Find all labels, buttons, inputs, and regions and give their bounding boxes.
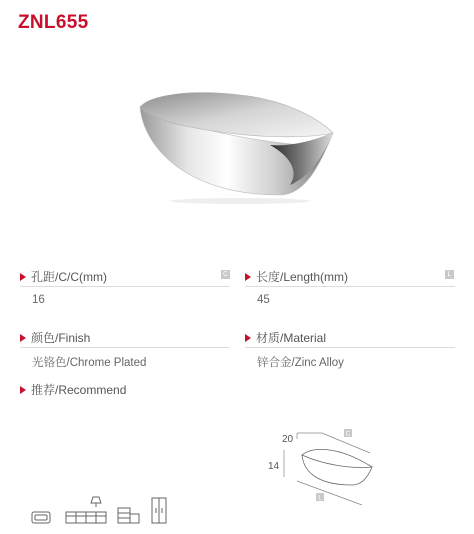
- cc-label: 孔距/C/C(mm): [20, 268, 107, 285]
- divider: [20, 347, 230, 348]
- cc-value: 16: [32, 294, 45, 306]
- material-label: 材质/Material: [245, 329, 326, 346]
- product-code-title: ZNL655: [18, 12, 89, 33]
- kitchen-cabinet-icon: [66, 497, 106, 523]
- bullet-arrow-icon: [20, 386, 26, 394]
- tv-cabinet-icon: [32, 512, 50, 523]
- recommend-label: 推荐/Recommend: [20, 381, 126, 398]
- dim-left-label: 14: [268, 461, 280, 472]
- wardrobe-icon: [152, 498, 166, 523]
- length-label: 长度/Length(mm): [245, 268, 348, 285]
- finish-label: 颜色/Finish: [20, 329, 90, 346]
- length-value: 45: [257, 294, 270, 306]
- length-badge: L: [445, 270, 454, 279]
- bullet-arrow-icon: [245, 334, 251, 342]
- finish-value: 光铬色/Chrome Plated: [32, 357, 147, 369]
- application-icons: [30, 495, 190, 527]
- cc-badge: C: [222, 271, 229, 278]
- dim-top-label: 20: [282, 434, 294, 445]
- diagram-handle-outline: [302, 455, 372, 485]
- dimension-diagram: [262, 425, 382, 510]
- bullet-arrow-icon: [245, 273, 251, 281]
- drawer-cabinet-icon: [118, 508, 139, 523]
- bullet-arrow-icon: [20, 273, 26, 281]
- product-image: [130, 85, 345, 205]
- diagram-badge-l: L: [318, 495, 322, 502]
- diagram-badge-c: C: [345, 431, 351, 438]
- handle-shadow: [170, 198, 310, 204]
- bullet-arrow-icon: [20, 334, 26, 342]
- divider: [245, 286, 455, 287]
- divider: [20, 286, 230, 287]
- divider: [245, 347, 455, 348]
- material-value: 锌合金/Zinc Alloy: [257, 357, 344, 369]
